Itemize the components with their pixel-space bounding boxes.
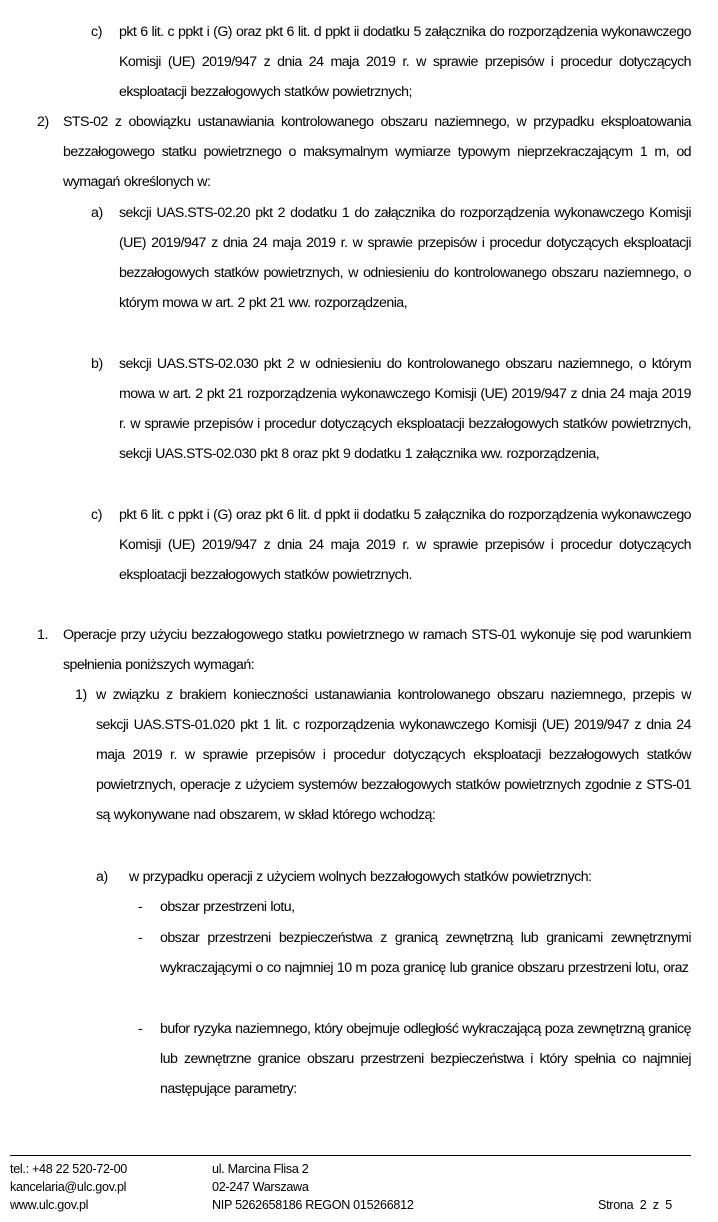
list-item-text: sekcji UAS.STS-02.20 pkt 2 dodatku 1 do załącznika do rozporządzenia wykonawczego Komisji (UE) 2019/947 z dnia 24 maja 2019 r. w sprawie przepisów i procedur dotyczących eksploatacji bezzałogowych statków powietrznych, w odniesieniu do kontrolowanego obszaru naziemnego, o którym mowa w art. 2 pkt 21 ww. rozporządzenia, bbox=[119, 205, 691, 311]
list-marker: a) bbox=[96, 869, 108, 885]
page-number: Strona 2 z 5 bbox=[598, 1198, 672, 1212]
list-item-text: obszar przestrzeni lotu, bbox=[160, 899, 295, 915]
dash-marker: - bbox=[138, 930, 143, 946]
list-item-text: obszar przestrzeni bezpieczeństwa z granicą zewnętrzną lub granicami zewnętrznymi wykraczającymi o co najmniej 10 m poza granicę lub granice obszaru przestrzeni lotu, oraz bbox=[160, 930, 691, 976]
footer-phone: tel.: +48 22 520-72-00 bbox=[10, 1162, 127, 1176]
list-marker: c) bbox=[91, 507, 103, 523]
list-item-text: Operacje przy użyciu bezzałogowego statku powietrznego w ramach STS-01 wykonuje się pod warunkiem spełnienia poniższych wymagań: bbox=[63, 627, 691, 673]
list-item-text: w przypadku operacji z użyciem wolnych bezzałogowych statków powietrznych: bbox=[129, 869, 592, 885]
list-marker: 1) bbox=[75, 687, 87, 703]
dash-marker: - bbox=[138, 1021, 143, 1037]
footer-email[interactable]: kancelaria@ulc.gov.pl bbox=[10, 1180, 127, 1194]
list-marker: c) bbox=[91, 24, 103, 40]
list-item-text: bufor ryzyka naziemnego, który obejmuje odległość wykraczającą poza zewnętrzną granicę lub zewnętrzne granice obszaru przestrzeni bezpieczeństwa i który spełnia co najmniej następujące parametry: bbox=[160, 1021, 691, 1097]
list-marker: 2) bbox=[37, 114, 49, 130]
footer-ids: NIP 5262658186 REGON 015266812 bbox=[212, 1198, 414, 1212]
list-item-text: w związku z brakiem konieczności ustanawiania kontrolowanego obszaru naziemnego, przepis w sekcji UAS.STS-01.020 pkt 1 lit. c rozporządzenia wykonawczego Komisji (UE) 2019/947 z dnia 24 maja 2019 r. w sprawie przepisów i procedur dotyczących eksploatacji bezzałogowych statków powietrznych, operacje z użyciem systemów bezzałogowych statków powietrznych zgodnie z STS-01 są wykonywane nad obszarem, w skład którego wchodzą: bbox=[96, 687, 691, 823]
list-marker: a) bbox=[91, 205, 103, 221]
list-item-text: pkt 6 lit. c ppkt i (G) oraz pkt 6 lit. d ppkt ii dodatku 5 załącznika do rozporządzenia wykonawczego Komisji (UE) 2019/947 z dnia 24 maja 2019 r. w sprawie przepisów i procedur dotyczących eksploatacji bezzałogowych statków powietrznych. bbox=[119, 507, 691, 583]
list-marker: 1. bbox=[37, 627, 49, 643]
list-item-text: sekcji UAS.STS-02.030 pkt 2 w odniesieniu do kontrolowanego obszaru naziemnego, o którym mowa w art. 2 pkt 21 rozporządzenia wykonawczego Komisji (UE) 2019/947 z dnia 24 maja 2019 r. w sprawie przepisów i procedur dotyczących eksploatacji bezzałogowych statków powietrznych, sekcji UAS.STS-02.030 pkt 8 oraz pkt 9 dodatku 1 załącznika ww. rozporządzenia, bbox=[119, 356, 691, 462]
list-item-text: pkt 6 lit. c ppkt i (G) oraz pkt 6 lit. d ppkt ii dodatku 5 załącznika do rozporządzenia wykonawczego Komisji (UE) 2019/947 z dnia 24 maja 2019 r. w sprawie przepisów i procedur dotyczących eksploatacji bezzałogowych statków powietrznych; bbox=[119, 24, 691, 100]
list-item-text: STS-02 z obowiązku ustanawiania kontrolowanego obszaru naziemnego, w przypadku eksploatowania bezzałogowego statku powietrznego o maksymalnym wymiarze typowym nieprzekraczającym 1 m, od wymagań określonych w: bbox=[63, 114, 691, 190]
footer-city: 02-247 Warszawa bbox=[212, 1180, 309, 1194]
list-marker: b) bbox=[91, 356, 103, 372]
footer-divider bbox=[10, 1155, 691, 1156]
dash-marker: - bbox=[138, 899, 143, 915]
footer-website[interactable]: www.ulc.gov.pl bbox=[10, 1198, 89, 1212]
footer-street: ul. Marcina Flisa 2 bbox=[212, 1162, 309, 1176]
